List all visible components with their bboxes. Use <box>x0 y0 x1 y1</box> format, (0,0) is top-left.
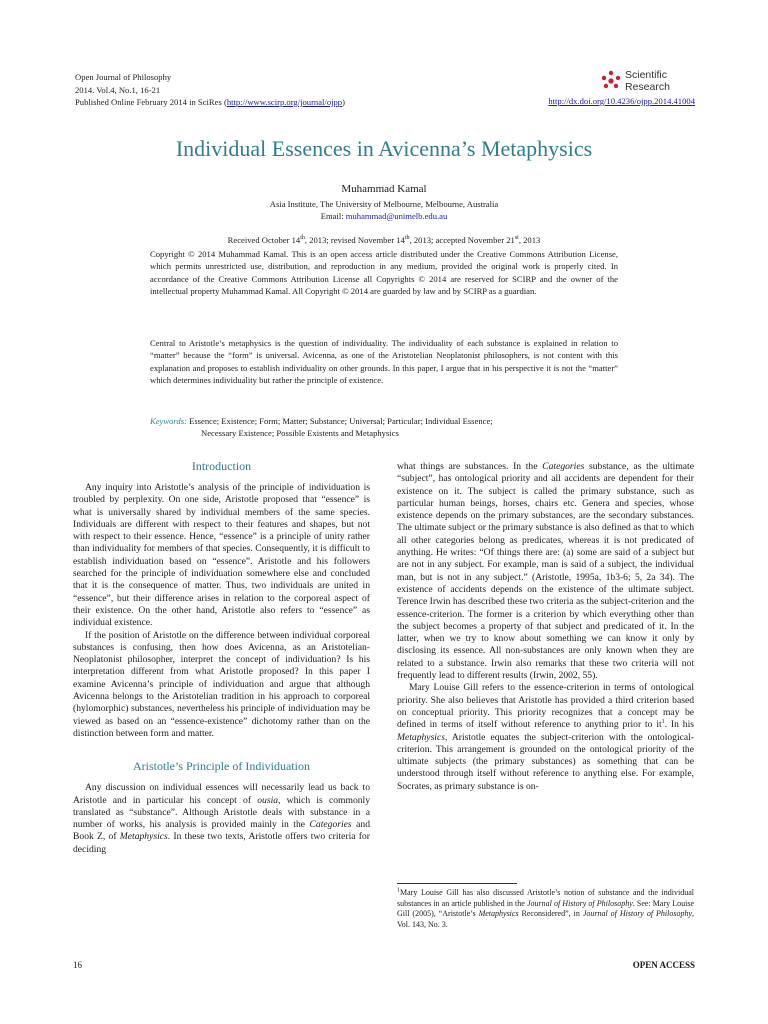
copyright-notice: Copyright © 2014 Muhammad Kamal. This is an open access article distributed under the Creative Commons Attribution License, which permits unrestricted use, distribution, and reproduction in any medium, provided the original work is properly cited. In accordance of the Creative Commons Attribution License all Copyrights © 2014 are reserved for SCIRP and the owner of the intellectual property Muhammad Kamal. All Copyright © 2014 are guarded by law and by SCIRP as a guardian. <box>150 249 618 297</box>
section-heading-aristotle: Aristotle’s Principle of Individuation <box>133 759 310 774</box>
left-column <box>73 459 370 856</box>
article-title: Individual Essences in Avicenna’s Metaphysics <box>175 136 593 161</box>
section2-paragraph-1: Any discussion on individual essences will necessarily lead us back to Aristotle and in particular his concept of ousia, which is commonly translated as “substance”. Although Aristotle deals with substance in a number of works, his analysis is provided mainly in the Categories and Book Z, of Metaphysics. In these two texts, Aristotle offers two criteria for deciding <box>73 782 371 855</box>
footnote-rule <box>397 883 517 884</box>
scientific-research-logo <box>600 69 700 95</box>
logo-line2: Research <box>625 81 670 93</box>
right-paragraph-1: what things are substances. In the Categories substance, as the ultimate “subject”, has ontological priority and all accidents are dependent for their existence on it. The subject is called the primary substance, such as particular human beings, horses, chairs etc. Genera and species, whose existence depends on the primary substances, are the secondary substances. The ultimate subject or the primary substance is also defined as that to which all other categories belong as predicates, whereas it is not predicated of anything. He writes: “Of things there are: (a) some are said of a subject but are not in any subject. For example, man is said of a subject, the individual man, but is not in any subject.” (Aristotle, 1995a, 1b3-6; 5, 2a 34). The existence of accidents depends on the existence of the ultimate subject. Terence Irwin has described these two criteria as the subject-criterion and the essence-criterion. The former is a criterion by which everything other than the subject becomes a property of that subject and predicated of it. In the latter, when we try to know about something we can know it only by disclosing its essence. All non-substances are only known when they are related to a substance. Irwin also remarks that these two criteria will not frequently lead to different results (Irwin, 2002, 55). <box>397 461 694 682</box>
keywords: Keywords: Essence; Existence; Form; Matter; Substance; Universal; Particular; Individual Essence; Necessary Existence; Possible Existents and Metaphysics <box>150 415 618 440</box>
keywords-line2: Necessary Existence; Possible Existents and Metaphysics <box>201 428 399 439</box>
logo-line1: Scientific <box>625 69 668 81</box>
author-name: Muhammad Kamal <box>341 183 427 195</box>
journal-volume: 2014. Vol.4, No.1, 16-21 <box>75 84 161 95</box>
keywords-label: Keywords <box>150 416 185 426</box>
open-access-label: OPEN ACCESS <box>632 960 695 970</box>
received-dates: Received October 14th, 2013; revised November 14th, 2013; accepted November 21st, 2013 <box>227 235 541 245</box>
right-paragraph-2: Mary Louise Gill refers to the essence-criterion in terms of ontological priority. She also believes that Aristotle has provided a third criterion based on conceptual priority. This priority recognizes that a concept may be defined in terms of itself without reference to anything prior to $it^1$. In his Metaphysics, Aristotle equates the subject-criterion with the ontological-criterion. This arrangement is grounded on the ontological priority of the ultimate subjects (the primary substances) as something that can be understood through itself without reference to anything else. For example, Socrates, as primary substance is on- <box>397 682 694 792</box>
abstract: Central to Aristotle’s metaphysics is the question of individuality. The individuality of each substance is explained in relation to “matter” because the “form” is universal. Avicenna, as one of the Aristotelian Neoplatonist philosophers, is not content with this explanation and proposes to establish individuality on other grounds. In this paper, I argue that in his perspective it is not the “matter” which determines individuality but rather the principle of existence. <box>150 338 618 386</box>
right-column <box>397 461 694 793</box>
doi <box>548 96 695 106</box>
footnote: $^1$Mary Louise Gill has also discussed Aristotle’s notion of substance and the individual substances in an article published in the Journal of History of Philosophy. See: Mary Louise Gill (2005), “Aristotle’s Metaphysics Reconsidered”, in Journal of History of Philosophy, Vol. 143, No. 3. <box>397 887 695 929</box>
journal-name: Open Journal of Philosophy <box>75 72 172 82</box>
affiliation-text: Asia Institute, The University of Melbourne, Melbourne, Australia <box>269 199 499 209</box>
doi-link[interactable]: http://dx.doi.org/10.4236/ojpp.2014.41004 <box>548 96 695 106</box>
intro-paragraph-2: If the position of Aristotle on the difference between individual corporeal substances is confusing, then how does Avicenna, as an Aristotelian-Neoplatonist philosopher, interpret the concept of individuation? Is his interpretation different from what Aristotle proposed? In this paper I examine Avicenna’s principle of individuation and argue that although Avicenna belongs to the Aristotelian tradition in his approach to corporeal (hylomorphic) substances, nevertheless his principle of individuation may be viewed as based on an “essence-existence” dichotomy rather than on the distinction between form and matter. <box>73 629 370 739</box>
author-affiliation <box>0 199 768 222</box>
journal-header <box>75 71 345 109</box>
page-number: 16 <box>73 960 82 970</box>
intro-paragraph-1: Any inquiry into Aristotle’s analysis of the principle of individuation is troubled by perplexity. On one side, Aristotle proposed that “essence” is what is universally shared by individual members of the same species. Individuals are different with respect to their features and shapes, but not with respect to their essence. Hence, “essence” is a principle of unity rather than individuality for members of that species. Consequently, it is difficult to establish individuation based on “essence”. Aristotle and his followers searched for the principle of individuation somewhere else and concluded that it is the consequence of matter. Thus, two individuals are united in “essence”, but their difference arises in relation to the corporeal aspect of their existence. On the other hand, Aristotle also refers to “essence” as individual existence. <box>73 482 370 629</box>
email-link[interactable]: muhammad@unimelb.edu.au <box>345 210 448 221</box>
published-line: Published Online February 2014 in SciRes (http://www.scirp.org/journal/ojpp) <box>75 97 345 107</box>
journal-url-link[interactable]: http://www.scirp.org/journal/ojpp <box>226 97 343 107</box>
keywords-line1: Essence; Existence; Form; Matter; Substance; Universal; Particular; Individual Essence; <box>189 416 493 426</box>
logo-dots-icon <box>600 70 622 92</box>
footnote-marker: 1 <box>661 719 665 726</box>
email-line: Email: muhammad@unimelb.edu.au <box>320 210 448 221</box>
section-heading-introduction: Introduction <box>191 459 252 473</box>
